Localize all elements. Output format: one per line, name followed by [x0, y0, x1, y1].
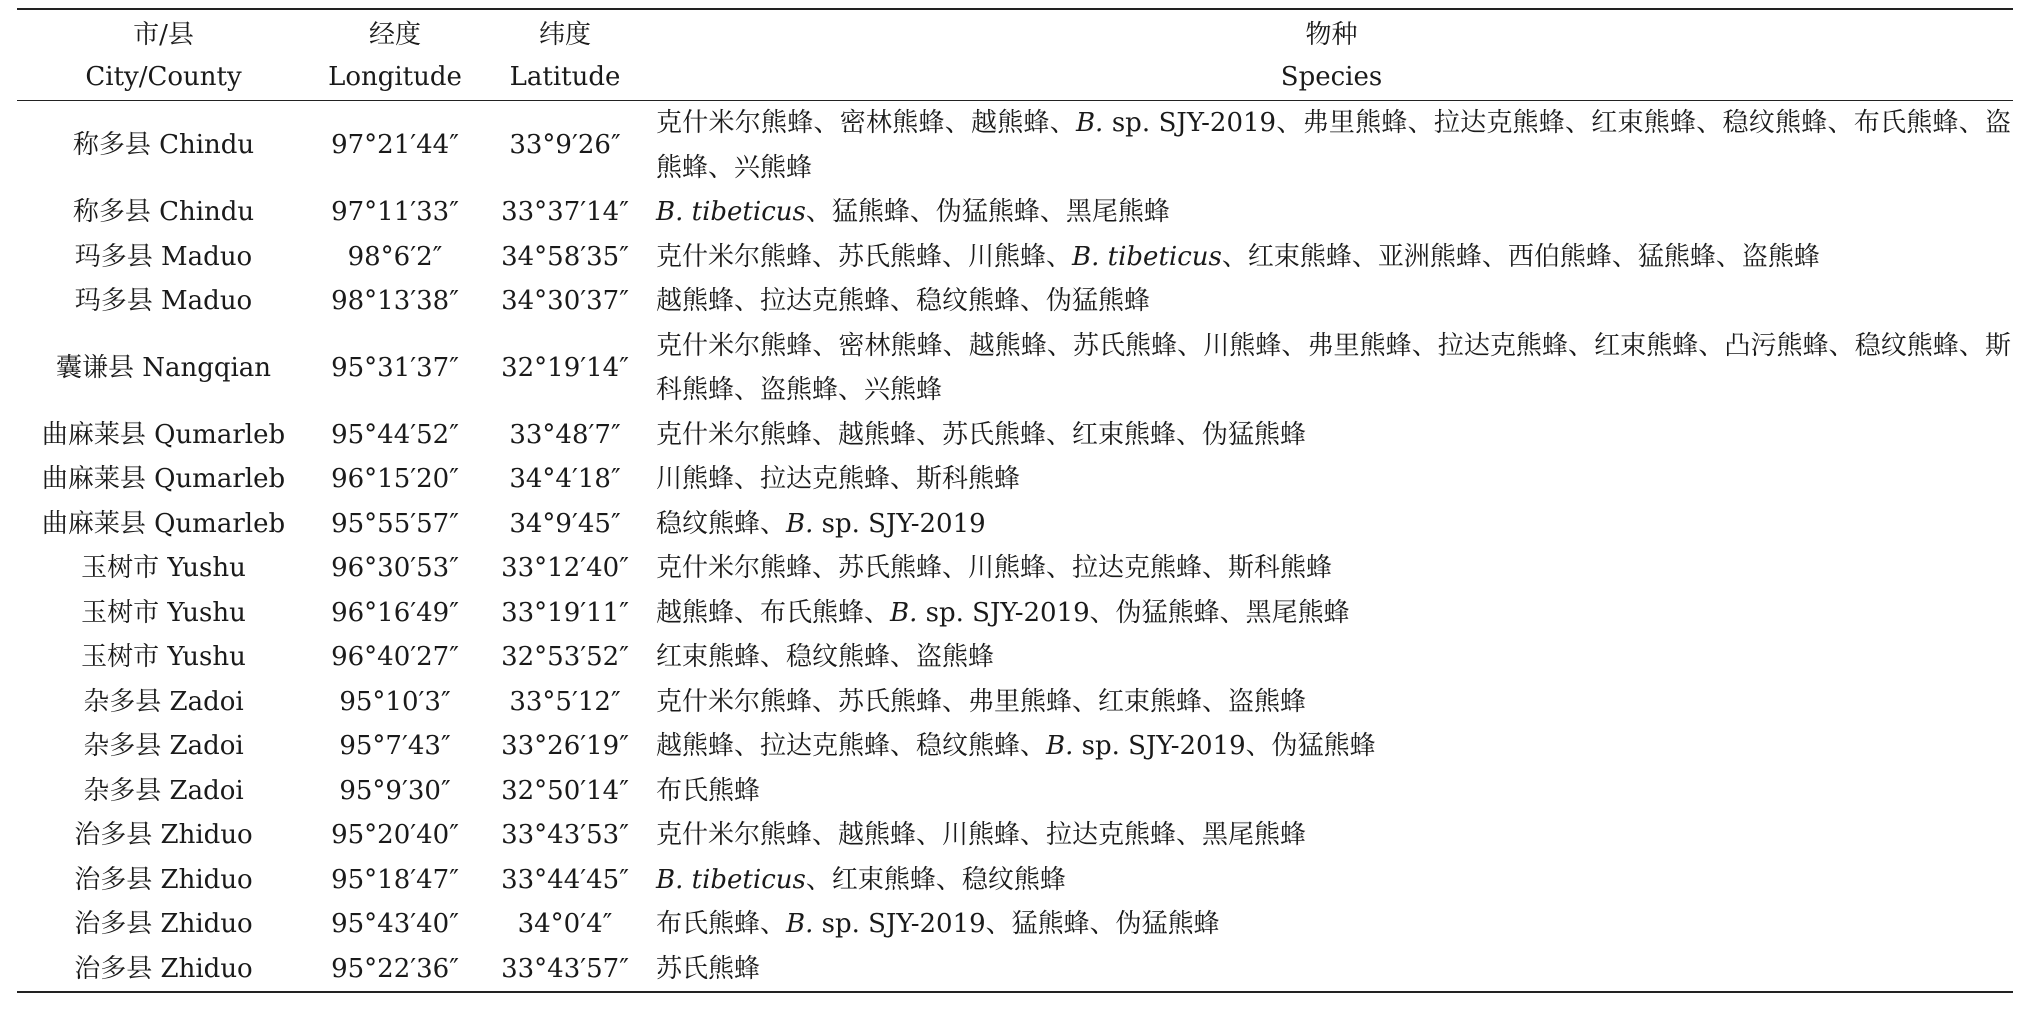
latitude-cell: 33°5′12″ [509, 686, 621, 717]
species-cell: 克什米尔熊蜂、密林熊蜂、越熊蜂、苏氏熊蜂、川熊蜂、弗里熊蜂、拉达克熊蜂、红束熊蜂、凸污熊蜂、稳纹熊蜂、斯科熊蜂、盗熊蜂、兴熊蜂 [656, 330, 2011, 405]
longitude-cell: 98°13′38″ [331, 286, 459, 316]
species-cell: 克什米尔熊蜂、苏氏熊蜂、川熊蜂、B. tibeticus、红束熊蜂、亚洲熊蜂、西伯熊蜂、猛熊蜂、盗熊蜂 [656, 241, 1820, 272]
county-cell: 称多县 Chindu [72, 130, 255, 161]
header-species-zh: 物种 [650, 9, 2013, 54]
county-cell: 曲麻莱县 Qumarleb [41, 464, 286, 494]
table-row [17, 546, 2013, 591]
species-cell: 克什米尔熊蜂、越熊蜂、川熊蜂、拉达克熊蜂、黑尾熊蜂 [656, 820, 1307, 850]
county-cell: 曲麻莱县 Qumarleb [41, 508, 286, 539]
table-row [17, 101, 2013, 191]
species-cell: 越熊蜂、布氏熊蜂、B. sp. SJY-2019、伪猛熊蜂、黑尾熊蜂 [656, 597, 1350, 628]
table-row [17, 502, 2013, 547]
latitude-cell: 34°4′18″ [509, 464, 621, 494]
latitude-cell: 33°43′57″ [480, 947, 650, 993]
species-cell: 克什米尔熊蜂、密林熊蜂、越熊蜂、B. sp. SJY-2019、弗里熊蜂、拉达克熊蜂、红束熊蜂、稳纹熊蜂、布氏熊蜂、盗熊蜂、兴熊蜂 [656, 108, 2011, 183]
longitude-cell: 97°11′33″ [331, 197, 459, 227]
county-cell: 治多县 Zhiduo [74, 820, 253, 850]
longitude-cell: 95°7′43″ [339, 731, 451, 761]
table-row [17, 769, 2013, 814]
header-county-zh: 市/县 [17, 9, 310, 54]
species-cell: 苏氏熊蜂 [650, 947, 2013, 993]
longitude-cell: 97°21′44″ [331, 130, 459, 161]
latitude-cell: 32°19′14″ [501, 352, 629, 383]
county-cell: 玛多县 Maduo [74, 241, 253, 272]
county-cell: 治多县 Zhiduo [17, 947, 310, 993]
longitude-cell: 95°20′40″ [331, 820, 459, 850]
species-cell: 越熊蜂、拉达克熊蜂、稳纹熊蜂、B. sp. SJY-2019、伪猛熊蜂 [656, 731, 1376, 761]
species-cell: 布氏熊蜂 [656, 775, 761, 806]
table-row [17, 457, 2013, 502]
longitude-cell: 96°30′53″ [331, 553, 459, 583]
table-row [17, 324, 2013, 413]
county-cell: 玉树市 Yushu [81, 597, 246, 628]
species-cell: 川熊蜂、拉达克熊蜂、斯科熊蜂 [656, 464, 1021, 494]
latitude-cell: 33°43′53″ [501, 820, 629, 850]
county-cell: 杂多县 Zadoi [83, 686, 244, 717]
county-cell: 杂多县 Zadoi [83, 731, 244, 761]
county-cell: 治多县 Zhiduo [74, 909, 253, 939]
county-cell: 治多县 Zhiduo [74, 864, 253, 895]
table-row [17, 724, 2013, 769]
latitude-cell: 33°12′40″ [501, 553, 629, 583]
longitude-cell: 98°6′2″ [347, 241, 443, 272]
header-species-en: Species [650, 54, 2013, 101]
species-distribution-table [17, 8, 2013, 993]
table-row [17, 190, 2013, 235]
county-cell: 曲麻莱县 Qumarleb [41, 419, 286, 450]
table-row [17, 680, 2013, 725]
county-cell: 杂多县 Zadoi [83, 775, 244, 806]
latitude-cell: 32°50′14″ [501, 775, 629, 806]
species-cell: B. tibeticus、猛熊蜂、伪猛熊蜂、黑尾熊蜂 [656, 197, 1170, 227]
longitude-cell: 95°18′47″ [331, 864, 459, 895]
species-cell: 稳纹熊蜂、B. sp. SJY-2019 [656, 508, 986, 539]
county-cell: 玉树市 Yushu [81, 642, 246, 672]
species-cell: 布氏熊蜂、B. sp. SJY-2019、猛熊蜂、伪猛熊蜂 [656, 909, 1220, 939]
table-row [17, 947, 2013, 993]
longitude-cell: 95°55′57″ [331, 508, 459, 539]
longitude-cell: 95°10′3″ [339, 686, 451, 717]
header-latitude-zh: 纬度 [480, 9, 650, 54]
county-cell: 囊谦县 Nangqian [55, 352, 272, 383]
species-cell: B. tibeticus、红束熊蜂、稳纹熊蜂 [656, 864, 1066, 895]
county-cell: 玉树市 Yushu [81, 553, 246, 583]
latitude-cell: 33°44′45″ [501, 864, 629, 895]
longitude-cell: 96°16′49″ [331, 597, 459, 628]
latitude-cell: 32°53′52″ [501, 642, 629, 672]
header-latitude-en: Latitude [480, 54, 650, 101]
longitude-cell: 95°22′36″ [310, 947, 480, 993]
species-cell: 克什米尔熊蜂、苏氏熊蜂、弗里熊蜂、红束熊蜂、盗熊蜂 [656, 686, 1307, 717]
longitude-cell: 95°44′52″ [331, 419, 459, 450]
table-body [17, 101, 2013, 993]
table-row [17, 279, 2013, 324]
species-cell: 红束熊蜂、稳纹熊蜂、盗熊蜂 [656, 642, 995, 672]
latitude-cell: 33°37′14″ [501, 197, 629, 227]
county-cell: 玛多县 Maduo [74, 286, 253, 316]
table-row [17, 591, 2013, 636]
table-row [17, 635, 2013, 680]
latitude-cell: 33°19′11″ [501, 597, 629, 628]
latitude-cell: 34°0′4″ [517, 909, 613, 939]
table-row [17, 813, 2013, 858]
longitude-cell: 95°43′40″ [331, 909, 459, 939]
longitude-cell: 96°40′27″ [331, 642, 459, 672]
header-longitude-en: Longitude [310, 54, 480, 101]
table-row [17, 235, 2013, 280]
latitude-cell: 33°9′26″ [509, 130, 621, 161]
table-row [17, 413, 2013, 458]
latitude-cell: 34°58′35″ [501, 241, 629, 272]
species-cell: 越熊蜂、拉达克熊蜂、稳纹熊蜂、伪猛熊蜂 [656, 286, 1151, 316]
latitude-cell: 34°30′37″ [501, 286, 629, 316]
species-cell: 克什米尔熊蜂、越熊蜂、苏氏熊蜂、红束熊蜂、伪猛熊蜂 [656, 419, 1307, 450]
longitude-cell: 96°15′20″ [331, 464, 459, 494]
species-cell: 克什米尔熊蜂、苏氏熊蜂、川熊蜂、拉达克熊蜂、斯科熊蜂 [656, 553, 1333, 583]
table-row [17, 902, 2013, 947]
longitude-cell: 95°9′30″ [339, 775, 451, 806]
table-row [17, 858, 2013, 903]
header-longitude-zh: 经度 [310, 9, 480, 54]
latitude-cell: 33°26′19″ [501, 731, 629, 761]
latitude-cell: 33°48′7″ [509, 419, 621, 450]
longitude-cell: 95°31′37″ [331, 352, 459, 383]
county-cell: 称多县 Chindu [72, 197, 255, 227]
table-header [17, 9, 2013, 101]
header-county-en: City/County [17, 54, 310, 101]
latitude-cell: 34°9′45″ [509, 508, 621, 539]
